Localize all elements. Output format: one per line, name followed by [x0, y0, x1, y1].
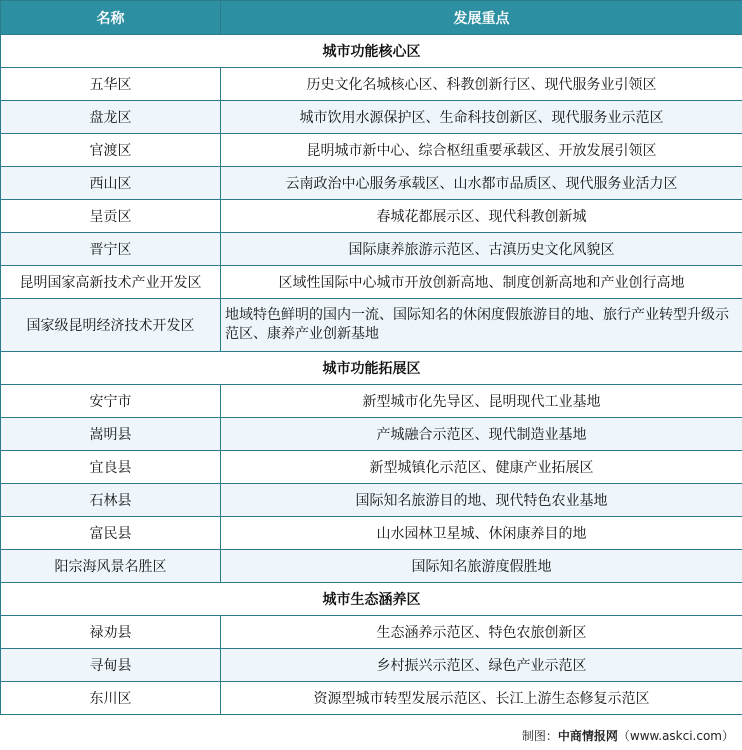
- table-row: [1, 682, 742, 715]
- row-focus: 山水园林卫星城、休闲康养目的地: [221, 517, 742, 550]
- source-footer: [522, 727, 734, 744]
- row-focus: 历史文化名城核心区、科教创新行区、现代服务业引领区: [221, 68, 742, 101]
- row-focus: 乡村振兴示范区、绿色产业示范区: [221, 649, 742, 682]
- row-name: 西山区: [1, 167, 221, 200]
- table-row: [1, 484, 742, 517]
- footer-brand: 中商情报网: [557, 729, 618, 743]
- row-name: 呈贡区: [1, 200, 221, 233]
- section-title: 城市生态涵养区: [1, 583, 742, 616]
- section-row: [1, 352, 742, 385]
- table-row: [1, 451, 742, 484]
- header-focus: 发展重点: [221, 1, 742, 35]
- table-row: [1, 200, 742, 233]
- row-focus: 新型城市化先导区、昆明现代工业基地: [221, 385, 742, 418]
- row-focus: 地域特色鲜明的国内一流、国际知名的休闲度假旅游目的地、旅行产业转型升级示范区、康养产业创新基地: [221, 299, 742, 352]
- row-name: 宜良县: [1, 451, 221, 484]
- table-row: [1, 418, 742, 451]
- row-focus: 春城花都展示区、现代科教创新城: [221, 200, 742, 233]
- row-name: 盘龙区: [1, 101, 221, 134]
- table-row: [1, 299, 742, 352]
- table-row: [1, 233, 742, 266]
- section-row: [1, 35, 742, 68]
- table-row: [1, 616, 742, 649]
- row-name: 晋宁区: [1, 233, 221, 266]
- header-name: 名称: [1, 1, 221, 35]
- row-name: 国家级昆明经济技术开发区: [1, 299, 221, 352]
- row-name: 东川区: [1, 682, 221, 715]
- table-row: [1, 385, 742, 418]
- row-name: 嵩明县: [1, 418, 221, 451]
- row-name: 安宁市: [1, 385, 221, 418]
- table-row: [1, 266, 742, 299]
- row-name: 寻甸县: [1, 649, 221, 682]
- footer-url: （www.askci.com）: [617, 729, 734, 743]
- table-row: [1, 649, 742, 682]
- table-header-row: [1, 1, 742, 35]
- table-row: [1, 134, 742, 167]
- row-name: 禄劝县: [1, 616, 221, 649]
- row-focus: 云南政治中心服务承载区、山水都市品质区、现代服务业活力区: [221, 167, 742, 200]
- footer-prefix: 制图：: [521, 729, 558, 743]
- row-focus: 生态涵养示范区、特色农旅创新区: [221, 616, 742, 649]
- row-name: 五华区: [1, 68, 221, 101]
- row-focus: 国际知名旅游度假胜地: [221, 550, 742, 583]
- row-name: 官渡区: [1, 134, 221, 167]
- table-row: [1, 101, 742, 134]
- table-row: [1, 550, 742, 583]
- row-focus: 产城融合示范区、现代制造业基地: [221, 418, 742, 451]
- row-name: 富民县: [1, 517, 221, 550]
- row-name: 昆明国家高新技术产业开发区: [1, 266, 221, 299]
- row-name: 阳宗海风景名胜区: [1, 550, 221, 583]
- row-focus: 城市饮用水源保护区、生命科技创新区、现代服务业示范区: [221, 101, 742, 134]
- row-focus: 昆明城市新中心、综合枢纽重要承载区、开放发展引领区: [221, 134, 742, 167]
- row-focus: 资源型城市转型发展示范区、长江上游生态修复示范区: [221, 682, 742, 715]
- table-row: [1, 167, 742, 200]
- table-row: [1, 517, 742, 550]
- row-focus: 国际康养旅游示范区、古滇历史文化风貌区: [221, 233, 742, 266]
- row-focus: 新型城镇化示范区、健康产业拓展区: [221, 451, 742, 484]
- section-title: 城市功能核心区: [1, 35, 742, 68]
- row-name: 石林县: [1, 484, 221, 517]
- section-title: 城市功能拓展区: [1, 352, 742, 385]
- row-focus: 国际知名旅游目的地、现代特色农业基地: [221, 484, 742, 517]
- section-row: [1, 583, 742, 616]
- table-row: [1, 68, 742, 101]
- row-focus: 区域性国际中心城市开放创新高地、制度创新高地和产业创行高地: [221, 266, 742, 299]
